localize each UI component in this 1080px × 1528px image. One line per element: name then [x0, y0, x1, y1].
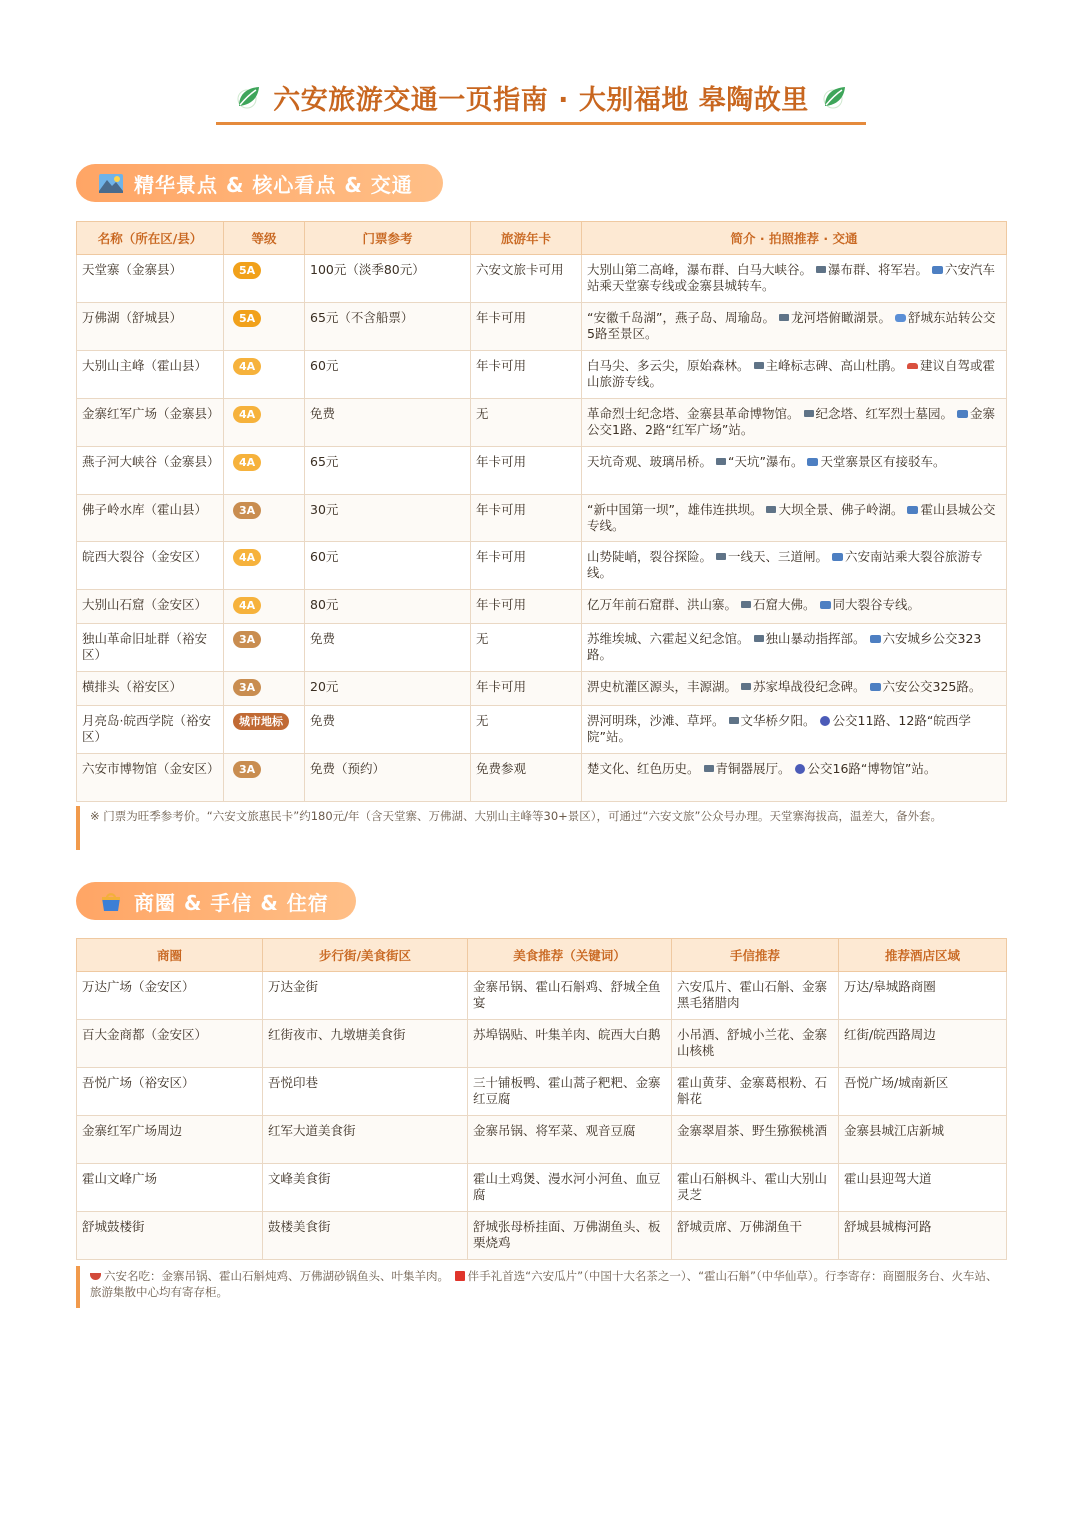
level-badge: 4A: [233, 597, 261, 614]
page-title: [216, 72, 866, 122]
intro-text: 革命烈士纪念塔、金寨县革命博物馆。: [587, 406, 800, 421]
column-header: 手信推荐: [672, 939, 839, 972]
transit-text: 六安城乡公交323路。: [587, 631, 982, 662]
intro-cell: [582, 754, 1007, 802]
title-text: 六安旅游交通一页指南 · 大别福地 皋陶故里: [273, 84, 809, 116]
intro-text: 淠河明珠，沙滩、草坪。: [587, 713, 725, 728]
transit-text: 六安公交325路。: [882, 679, 982, 694]
level-badge: 4A: [233, 358, 261, 375]
pin-icon: [820, 716, 830, 726]
ticket-price: 100元（淡季80元）: [305, 255, 471, 303]
shop-food: 苏埠锅贴、叶集羊肉、皖西大白鹅: [468, 1020, 672, 1068]
shop-hotel: 万达/皋城路商圈: [839, 972, 1007, 1020]
shop-hotel: 红街/皖西路周边: [839, 1020, 1007, 1068]
table-row: [77, 972, 1007, 1020]
level-cell: [224, 495, 305, 542]
shop-area: 万达广场（金安区）: [77, 972, 263, 1020]
shop-area: 舒城鼓楼街: [77, 1212, 263, 1260]
shop-area: 吾悦广场（裕安区）: [77, 1068, 263, 1116]
camera-icon: [729, 717, 739, 724]
level-cell: [224, 754, 305, 802]
attraction-name: 皖西大裂谷（金安区）: [77, 542, 224, 590]
table-row: [77, 624, 1007, 672]
level-cell: [224, 542, 305, 590]
shop-hotel: 吾悦广场/城南新区: [839, 1068, 1007, 1116]
mountain-landscape-icon: [98, 171, 124, 195]
bus-icon: [870, 635, 881, 643]
intro-cell: [582, 706, 1007, 754]
bus-icon: [870, 683, 881, 691]
ticket-price: 80元: [305, 590, 471, 624]
pin-icon: [795, 764, 805, 774]
annual-card: 年卡可用: [471, 351, 582, 399]
gift-note-text: 伴手礼首选“六安瓜片”（中国十大名茶之一）、“霍山石斛”（中华仙草）。行李寄存：商圈服务台、火车站、旅游集散中心均有寄存柜。: [90, 1269, 998, 1299]
shop-food: 金寨吊锅、将军菜、观音豆腐: [468, 1116, 672, 1164]
transit-text: 金寨公交1路、2路“红军广场”站。: [587, 406, 996, 437]
shop-gift: 霍山黄芽、金寨葛根粉、石斛花: [672, 1068, 839, 1116]
intro-cell: [582, 351, 1007, 399]
transit-text: 舒城东站转公交5路至景区。: [587, 310, 996, 341]
ticket-note: [76, 806, 1006, 850]
camera-icon: [766, 506, 776, 513]
attraction-name: 横排头（裕安区）: [77, 672, 224, 706]
transit-text: 公交11路、12路“皖西学院”站。: [587, 713, 971, 744]
camera-icon: [754, 635, 764, 642]
photo-text: 大坝全景、佛子岭湖。: [778, 502, 904, 517]
annual-card: 无: [471, 399, 582, 447]
attractions-table: [76, 221, 1007, 802]
shop-food: 金寨吊锅、霍山石斛鸡、舒城全鱼宴: [468, 972, 672, 1020]
intro-cell: [582, 255, 1007, 303]
camera-icon: [741, 683, 751, 690]
ticket-price: 20元: [305, 672, 471, 706]
shop-gift: 小吊酒、舒城小兰花、金寨山核桃: [672, 1020, 839, 1068]
level-cell: [224, 672, 305, 706]
intro-text: 大别山第二高峰，瀑布群、白马大峡谷。: [587, 262, 813, 277]
shop-street: 吾悦印巷: [263, 1068, 468, 1116]
shop-area: 金寨红军广场周边: [77, 1116, 263, 1164]
annual-card: 六安文旅卡可用: [471, 255, 582, 303]
section-heading-text: 商圈 & 手信 & 住宿: [134, 890, 329, 915]
table-header-row: [77, 939, 1007, 972]
section-heading-text: 精华景点 & 核心看点 & 交通: [134, 172, 413, 197]
table-row: [77, 706, 1007, 754]
intro-cell: [582, 624, 1007, 672]
food-note-text: 六安名吃：金寨吊锅、霍山石斛炖鸡、万佛湖砂锅鱼头、叶集羊肉。: [104, 1269, 449, 1283]
annual-card: 年卡可用: [471, 590, 582, 624]
annual-card: 年卡可用: [471, 542, 582, 590]
annual-card: 无: [471, 706, 582, 754]
table-row: [77, 255, 1007, 303]
intro-text: 白马尖、多云尖，原始森林。: [587, 358, 750, 373]
attraction-name: 月亮岛·皖西学院（裕安区）: [77, 706, 224, 754]
level-cell: [224, 255, 305, 303]
level-cell: [224, 303, 305, 351]
attraction-name: 天堂寨（金寨县）: [77, 255, 224, 303]
table-row: [77, 1164, 1007, 1212]
table-row: [77, 754, 1007, 802]
table-row: [77, 1020, 1007, 1068]
section-heading-attractions: [76, 164, 443, 202]
intro-text: “新中国第一坝”，雄伟连拱坝。: [587, 502, 763, 517]
shop-gift: 霍山石斛枫斗、霍山大别山灵芝: [672, 1164, 839, 1212]
bus-icon: [932, 266, 943, 274]
table-row: [77, 495, 1007, 542]
table-row: [77, 447, 1007, 495]
shop-food: 三十铺板鸭、霍山蒿子粑粑、金寨红豆腐: [468, 1068, 672, 1116]
table-header-row: [77, 222, 1007, 255]
table-row: [77, 1068, 1007, 1116]
ticket-price: 免费: [305, 624, 471, 672]
train-icon: [895, 314, 906, 322]
photo-text: 独山暴动指挥部。: [765, 631, 866, 646]
column-header: 美食推荐（关键词）: [468, 939, 672, 972]
shop-area: 百大金商都（金安区）: [77, 1020, 263, 1068]
annual-card: 年卡可用: [471, 495, 582, 542]
shop-gift: 舒城贡席、万佛湖鱼干: [672, 1212, 839, 1260]
camera-icon: [704, 765, 714, 772]
transit-text: 公交16路“博物馆”站。: [807, 761, 937, 776]
column-header: 旅游年卡: [471, 222, 582, 255]
column-header: 商圈: [77, 939, 263, 972]
camera-icon: [741, 601, 751, 608]
camera-icon: [754, 362, 764, 369]
photo-text: 青铜器展厅。: [715, 761, 791, 776]
shop-gift: 六安瓜片、霍山石斛、金寨黑毛猪腊肉: [672, 972, 839, 1020]
camera-icon: [716, 553, 726, 560]
attraction-name: 六安市博物馆（金安区）: [77, 754, 224, 802]
level-badge: 5A: [233, 310, 261, 327]
shop-hotel: 舒城县城梅河路: [839, 1212, 1007, 1260]
level-badge: 4A: [233, 549, 261, 566]
intro-cell: [582, 399, 1007, 447]
ticket-price: 60元: [305, 351, 471, 399]
attraction-name: 大别山石窟（金安区）: [77, 590, 224, 624]
photo-text: 苏家埠战役纪念碑。: [753, 679, 866, 694]
photo-text: 主峰标志碑、高山杜鹃。: [765, 358, 904, 373]
bus-icon: [820, 601, 831, 609]
photo-text: 文华桥夕阳。: [740, 713, 816, 728]
ticket-price: 免费: [305, 706, 471, 754]
level-badge: 3A: [233, 761, 261, 778]
shopping-table: [76, 938, 1007, 1260]
leaf-icon: [819, 82, 849, 112]
level-badge: 4A: [233, 406, 261, 423]
bus-icon: [832, 553, 843, 561]
photo-text: 纪念塔、红军烈士墓园。: [815, 406, 954, 421]
table-row: [77, 399, 1007, 447]
level-cell: [224, 590, 305, 624]
attraction-name: 大别山主峰（霍山县）: [77, 351, 224, 399]
table-row: [77, 590, 1007, 624]
photo-text: 瀑布群、将军岩。: [828, 262, 929, 277]
column-header: 等级: [224, 222, 305, 255]
title-block: [216, 72, 866, 125]
ticket-price: 免费: [305, 399, 471, 447]
intro-cell: [582, 542, 1007, 590]
transit-text: 六安南站乘大裂谷旅游专线。: [587, 549, 983, 580]
shop-area: 霍山文峰广场: [77, 1164, 263, 1212]
annual-card: 免费参观: [471, 754, 582, 802]
column-header: 推荐酒店区域: [839, 939, 1007, 972]
level-badge: 4A: [233, 454, 261, 471]
attraction-name: 燕子河大峡谷（金寨县）: [77, 447, 224, 495]
transit-text: 同大裂谷专线。: [832, 597, 921, 612]
transit-text: 建议自驾或霍山旅游专线。: [587, 358, 996, 389]
photo-text: “天坑”瀑布。: [728, 454, 804, 469]
annual-card: 年卡可用: [471, 672, 582, 706]
photo-text: 一线天、三道闸。: [728, 549, 829, 564]
shop-street: 鼓楼美食街: [263, 1212, 468, 1260]
title-underline: [216, 122, 866, 125]
shopping-bag-icon: [98, 889, 124, 913]
level-badge: 城市地标: [233, 713, 289, 730]
level-cell: [224, 706, 305, 754]
table-row: [77, 351, 1007, 399]
table-row: [77, 542, 1007, 590]
intro-cell: [582, 590, 1007, 624]
photo-text: 石窟大佛。: [753, 597, 816, 612]
table-row: [77, 1116, 1007, 1164]
ticket-price: 65元（不含船票）: [305, 303, 471, 351]
ticket-price: 30元: [305, 495, 471, 542]
camera-icon: [716, 458, 726, 465]
bus-icon: [807, 458, 818, 466]
camera-icon: [816, 266, 826, 273]
ticket-price: 65元: [305, 447, 471, 495]
intro-text: 亿万年前石窟群、洪山寨。: [587, 597, 738, 612]
intro-cell: [582, 303, 1007, 351]
leaf-icon: [233, 82, 263, 112]
shop-gift: 金寨翠眉茶、野生猕猴桃酒: [672, 1116, 839, 1164]
photo-text: 龙河塔俯瞰湖景。: [790, 310, 891, 325]
table-row: [77, 672, 1007, 706]
shop-street: 万达金街: [263, 972, 468, 1020]
intro-text: 山势陡峭，裂谷探险。: [587, 549, 713, 564]
intro-cell: [582, 672, 1007, 706]
shop-street: 文峰美食街: [263, 1164, 468, 1212]
intro-text: “安徽千岛湖”，燕子岛、周瑜岛。: [587, 310, 775, 325]
attraction-name: 万佛湖（舒城县）: [77, 303, 224, 351]
column-header: 门票参考: [305, 222, 471, 255]
level-badge: 3A: [233, 502, 261, 519]
transit-text: 天堂寨景区有接驳车。: [820, 454, 946, 469]
ticket-note-text: ※ 门票为旺季参考价。“六安文旅惠民卡”约180元/年（含天堂寨、万佛湖、大别山主峰等30+景区），可通过“六安文旅”公众号办理。天堂寨海拔高，温差大，备外套。: [90, 809, 942, 823]
shop-food: 舒城张母桥挂面、万佛湖鱼头、板栗烧鸡: [468, 1212, 672, 1260]
shop-street: 红街夜市、九墩塘美食街: [263, 1020, 468, 1068]
food-note: [76, 1266, 1006, 1308]
shop-food: 霍山土鸡煲、漫水河小河鱼、血豆腐: [468, 1164, 672, 1212]
table-row: [77, 1212, 1007, 1260]
level-cell: [224, 399, 305, 447]
camera-icon: [779, 314, 789, 321]
annual-card: 年卡可用: [471, 303, 582, 351]
intro-cell: [582, 447, 1007, 495]
level-cell: [224, 624, 305, 672]
ticket-price: 60元: [305, 542, 471, 590]
level-cell: [224, 447, 305, 495]
column-header: 步行街/美食街区: [263, 939, 468, 972]
level-cell: [224, 351, 305, 399]
shop-street: 红军大道美食街: [263, 1116, 468, 1164]
gift-icon: [455, 1271, 465, 1281]
bus-icon: [907, 506, 918, 514]
table-row: [77, 303, 1007, 351]
food-bowl-icon: [90, 1273, 101, 1280]
intro-text: 天坑奇观、玻璃吊桥。: [587, 454, 713, 469]
column-header: 简介 · 拍照推荐 · 交通: [582, 222, 1007, 255]
annual-card: 年卡可用: [471, 447, 582, 495]
level-badge: 3A: [233, 679, 261, 696]
section-heading-shopping: [76, 882, 356, 920]
column-header: 名称（所在区/县）: [77, 222, 224, 255]
intro-cell: [582, 495, 1007, 542]
level-badge: 5A: [233, 262, 261, 279]
attraction-name: 金寨红军广场（金寨县）: [77, 399, 224, 447]
camera-icon: [804, 410, 814, 417]
attraction-name: 佛子岭水库（霍山县）: [77, 495, 224, 542]
attraction-name: 独山革命旧址群（裕安区）: [77, 624, 224, 672]
bus-icon: [957, 410, 968, 418]
intro-text: 楚文化、红色历史。: [587, 761, 700, 776]
intro-text: 淠史杭灌区源头，丰源湖。: [587, 679, 738, 694]
car-icon: [907, 363, 918, 369]
transit-text: 霍山县城公交专线。: [587, 502, 996, 533]
annual-card: 无: [471, 624, 582, 672]
intro-text: 苏维埃城、六霍起义纪念馆。: [587, 631, 750, 646]
shop-hotel: 霍山县迎驾大道: [839, 1164, 1007, 1212]
ticket-price: 免费（预约）: [305, 754, 471, 802]
transit-text: 六安汽车站乘天堂寨专线或金寨县城转车。: [587, 262, 996, 293]
shop-hotel: 金寨县城江店新城: [839, 1116, 1007, 1164]
level-badge: 3A: [233, 631, 261, 648]
